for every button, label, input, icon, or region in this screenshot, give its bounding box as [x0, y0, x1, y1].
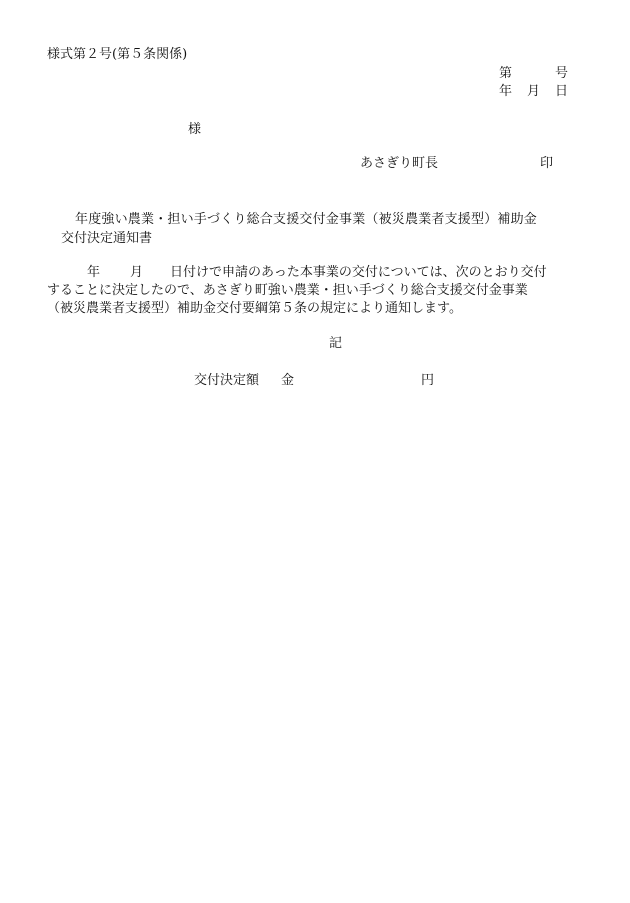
form-number: 様式第２号(第５条関係): [47, 47, 188, 62]
issuer-name: あさぎり町長: [360, 156, 439, 171]
body-line-3: （被災農業者支援型）補助金交付要綱第５条の規定により通知します。: [47, 301, 462, 316]
document-title-line2: 交付決定通知書: [61, 231, 153, 246]
seal-mark: 印: [540, 156, 554, 171]
amount-prefix: 金: [281, 373, 295, 388]
body-line-2: することに決定したので、あさぎり町強い農業・担い手づくり総合支援交付金事業: [47, 283, 528, 298]
date-day: 日: [555, 84, 569, 99]
body-line-1: [47, 265, 547, 281]
document-title-line1: 年度強い農業・担い手づくり総合支援交付金事業（被災農業者支援型）補助金: [75, 212, 538, 227]
date-month: 月: [527, 84, 541, 99]
body-year: 年: [87, 265, 101, 280]
date-year: 年: [499, 84, 513, 99]
body-month: 月: [130, 265, 144, 280]
body-line1-text: 日付けで申請のあった本事業の交付については、次のとおり交付: [170, 265, 547, 280]
amount-unit: 円: [421, 373, 435, 388]
doc-number-suffix: 号: [555, 66, 569, 81]
addressee-honorific: 様: [188, 122, 202, 137]
amount-label: 交付決定額: [194, 373, 260, 388]
ki-heading: 記: [329, 336, 343, 351]
doc-number-prefix: 第: [499, 66, 513, 81]
